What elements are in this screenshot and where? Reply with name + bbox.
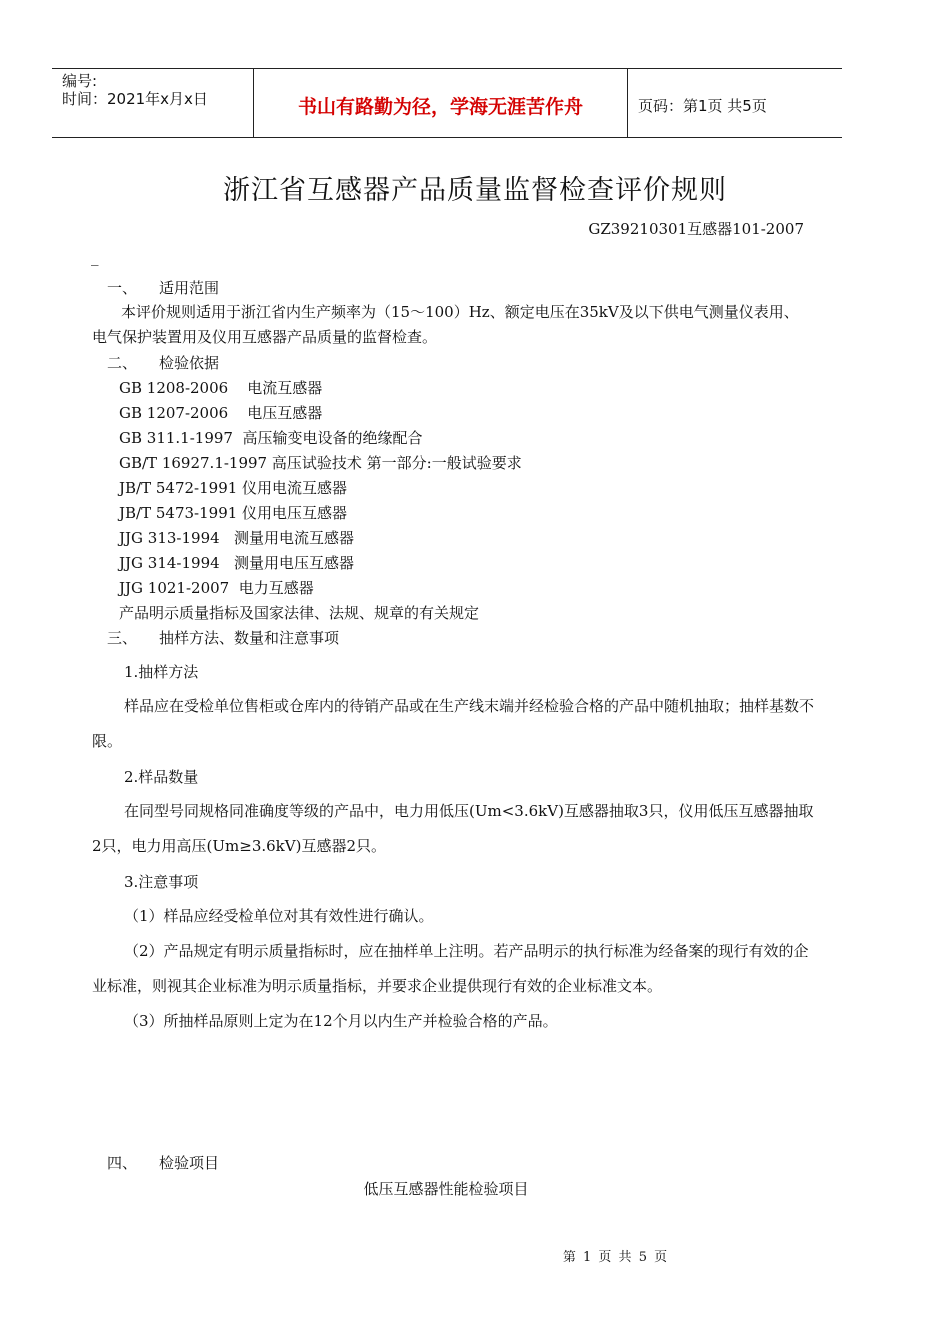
- subsection-title: 3.注意事项: [124, 873, 199, 891]
- document-code: GZ39210301互感器101-2007: [588, 220, 804, 238]
- section-2-title: 检验依据: [159, 354, 220, 372]
- standard-item: 产品明示质量指标及国家法律、法规、规章的有关规定: [119, 604, 480, 622]
- standard-item: GB 1208-2006 电流互感器: [119, 379, 323, 397]
- standard-item: JJG 1021-2007 电力互感器: [119, 579, 314, 597]
- standard-item: JB/T 5473-1991 仪用电压互感器: [119, 504, 348, 522]
- code-label: 编号:: [62, 72, 98, 90]
- section-3-title: 抽样方法、数量和注意事项: [159, 629, 340, 647]
- motto-text: 书山有路勤为径，学海无涯苦作舟: [297, 95, 583, 118]
- note-item: （1）样品应经受检单位对其有效性进行确认。: [124, 907, 434, 925]
- sample-quantity-body: 在同型号同规格同准确度等级的产品中，电力用低压(Um<3.6kV)互感器抽取3只，仪用低压互感器抽取2只，电力用高压(Um≥3.6kV)互感器2只。: [92, 802, 814, 855]
- document-title: 浙江省互感器产品质量监督检查评价规则: [223, 175, 727, 206]
- section-2-heading: [107, 352, 219, 373]
- section-1-number: 一、: [107, 279, 138, 297]
- date-line: 时间：2021年x月x日: [62, 90, 208, 108]
- standard-item: GB 311.1-1997 高压输变电设备的绝缘配合: [119, 429, 423, 447]
- section-1-body: 本评价规则适用于浙江省内生产频率为（15～100）Hz、额定电压在35kV及以下供电气测量仪表用、电气保护装置用及仪用互感器产品质量的监督检查。: [92, 303, 799, 346]
- standard-item: JB/T 5472-1991 仪用电流互感器: [119, 479, 348, 497]
- subsection-title: 1.抽样方法: [124, 663, 199, 681]
- section-2-number: 二、: [107, 354, 138, 372]
- note-item: （2）产品规定有明示质量指标时，应在抽样单上注明。若产品明示的执行标准为经备案的现行有效的企业标准，则视其企业标准为明示质量指标，并要求企业提供现行有效的企业标准文本。: [92, 942, 809, 995]
- page-info-cell: [628, 69, 842, 137]
- section-4-title: 检验项目: [159, 1154, 220, 1172]
- subsection-title: 2.样品数量: [124, 768, 199, 786]
- footer-page-number: 第 1 页 共 5 页: [562, 1250, 668, 1265]
- standard-item: GB/T 16927.1-1997 高压试验技术 第一部分:一般试验要求: [119, 454, 522, 472]
- section-4-heading: [107, 1152, 219, 1173]
- section-1-title: 适用范围: [159, 279, 220, 297]
- section-3-number: 三、: [107, 629, 138, 647]
- standard-item: JJG 313-1994 测量用电流互感器: [119, 529, 354, 547]
- section-4-number: 四、: [107, 1154, 138, 1172]
- note-item: （3）所抽样品原则上定为在12个月以内生产并检验合格的产品。: [124, 1012, 558, 1030]
- standard-item: GB 1207-2006 电压互感器: [119, 404, 323, 422]
- page-info: 页码：第1页 共5页: [638, 96, 767, 115]
- section-3-heading: [107, 627, 339, 648]
- section-1-heading: [107, 277, 219, 298]
- header-table: [52, 68, 842, 138]
- page-footer: [0, 1246, 950, 1265]
- dash-mark: _: [91, 248, 99, 266]
- sampling-method-body: 样品应在受检单位售柜或仓库内的待销产品或在生产线末端并经检验合格的产品中随机抽取；抽样基数不限。: [92, 697, 815, 750]
- motto-cell: [254, 69, 628, 137]
- table-caption: 低压互感器性能检验项目: [363, 1180, 529, 1198]
- standard-item: JJG 314-1994 测量用电压互感器: [119, 554, 354, 572]
- header-meta-cell: [52, 69, 254, 137]
